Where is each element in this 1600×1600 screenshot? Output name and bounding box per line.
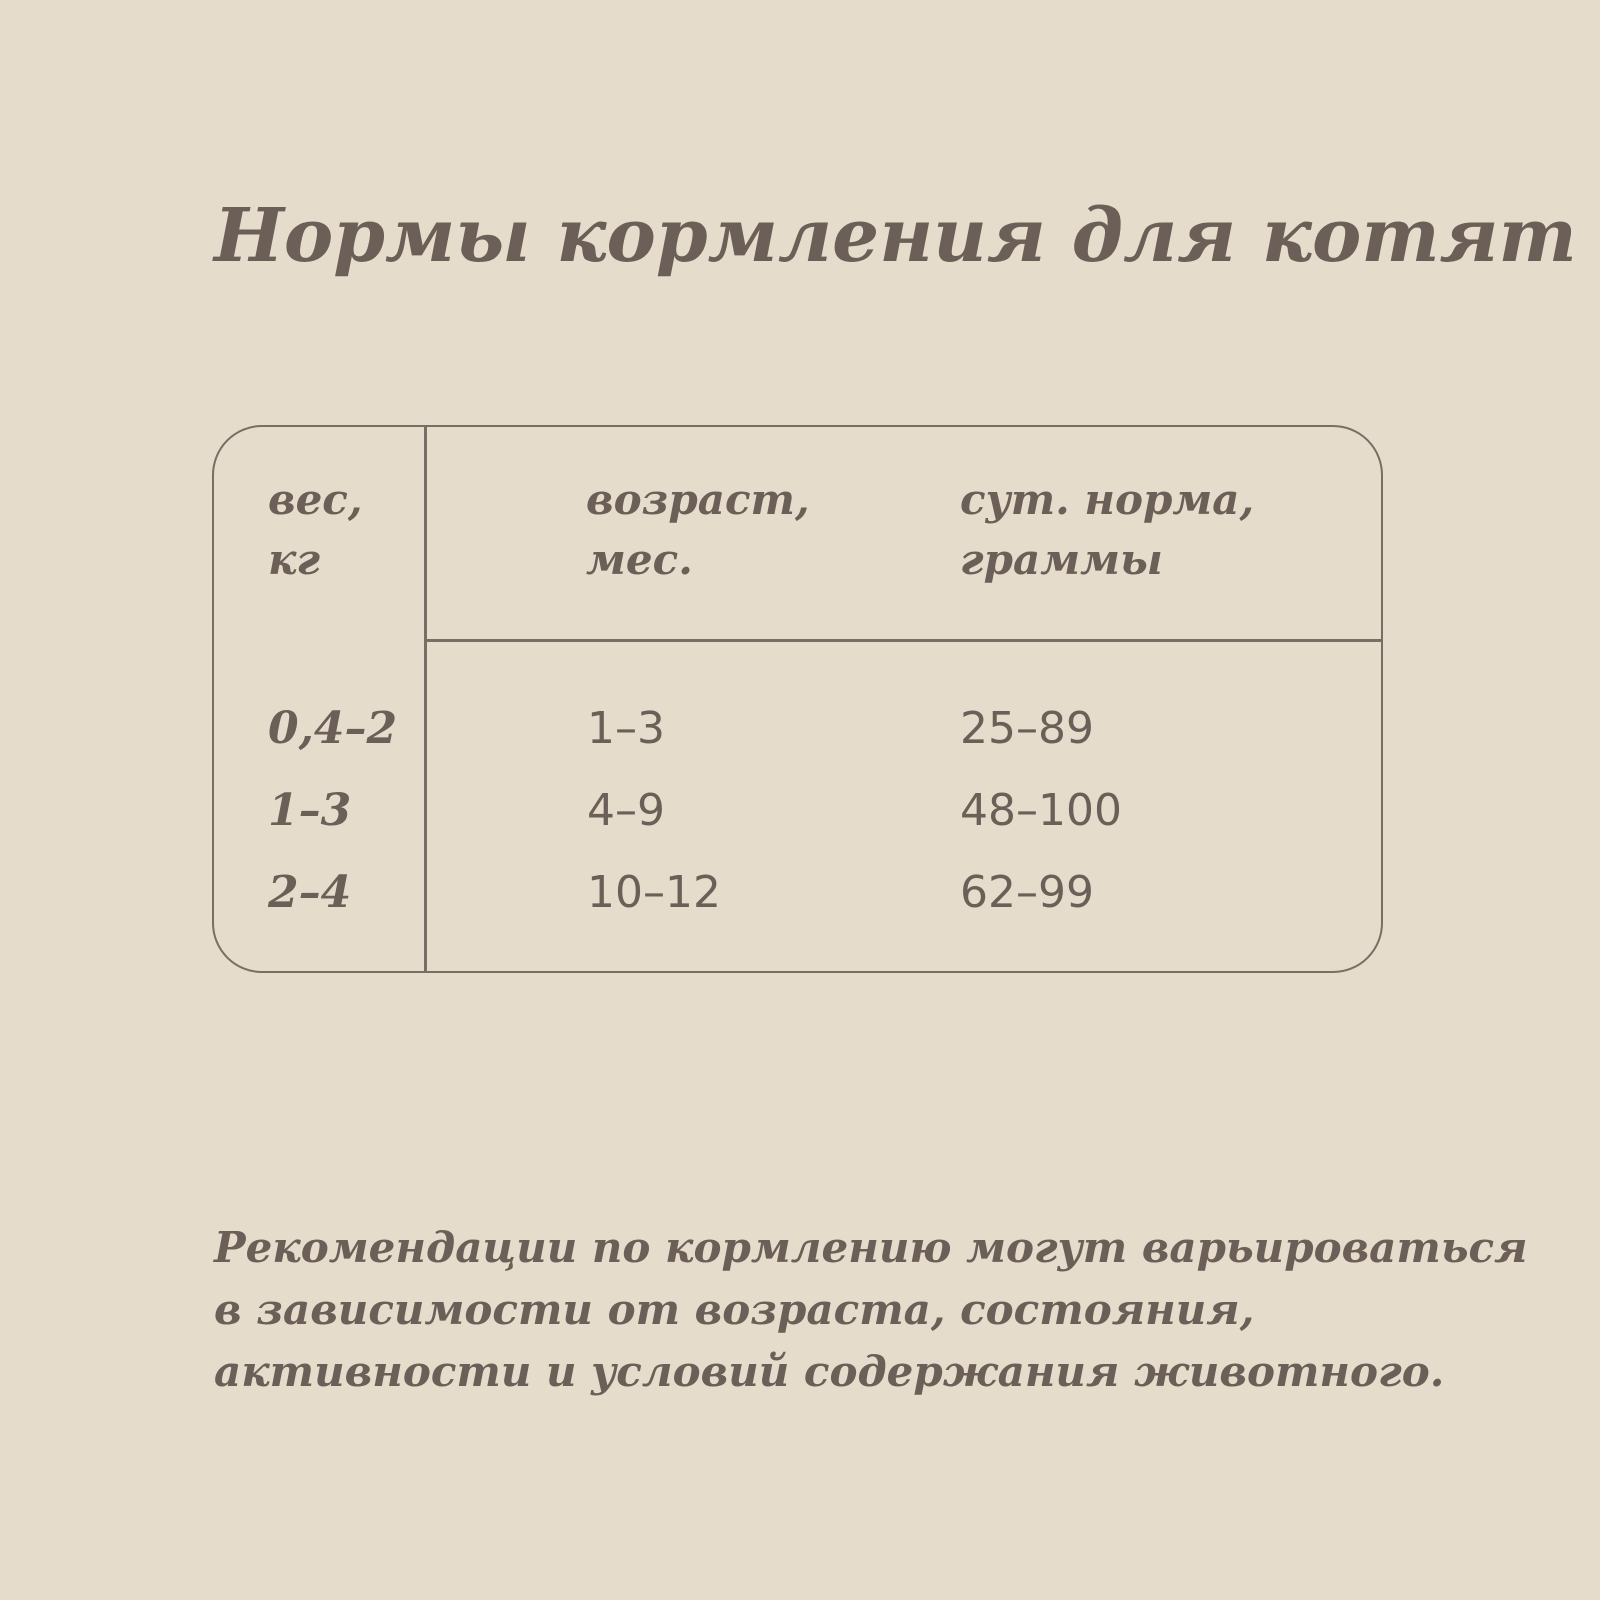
cell-age-row3: 10–12 [587,867,721,918]
cell-age-row1: 1–3 [587,703,665,754]
cell-norm-row3: 62–99 [960,867,1094,918]
header-weight-line2: кг [268,535,321,584]
footnote [214,1217,1528,1403]
cell-weight-row2: 1–3 [268,785,352,836]
header-daily-norm-line1: сут. норма, [960,475,1255,524]
header-age-line2: мес. [586,535,693,584]
header-age-line1: возраст, [586,475,810,524]
header-age [586,470,810,590]
footnote-line2: в зависимости от возраста, состояния, [214,1285,1255,1334]
header-weight [268,470,363,590]
footnote-line1: Рекомендации по кормлению могут варьироваться [214,1223,1528,1272]
cell-age-row2: 4–9 [587,785,665,836]
header-daily-norm [960,470,1254,590]
table-header-divider [424,639,1383,642]
cell-weight-row1: 0,4–2 [268,703,398,754]
header-weight-line1: вес, [268,475,363,524]
header-daily-norm-line2: граммы [960,535,1163,584]
table-vertical-divider [424,425,427,973]
cell-weight-row3: 2–4 [268,867,352,918]
footnote-line3: активности и условий содержания животного. [214,1347,1445,1396]
page-title: Нормы кормления для котят [214,193,1577,279]
cell-norm-row2: 48–100 [960,785,1122,836]
cell-norm-row1: 25–89 [960,703,1094,754]
